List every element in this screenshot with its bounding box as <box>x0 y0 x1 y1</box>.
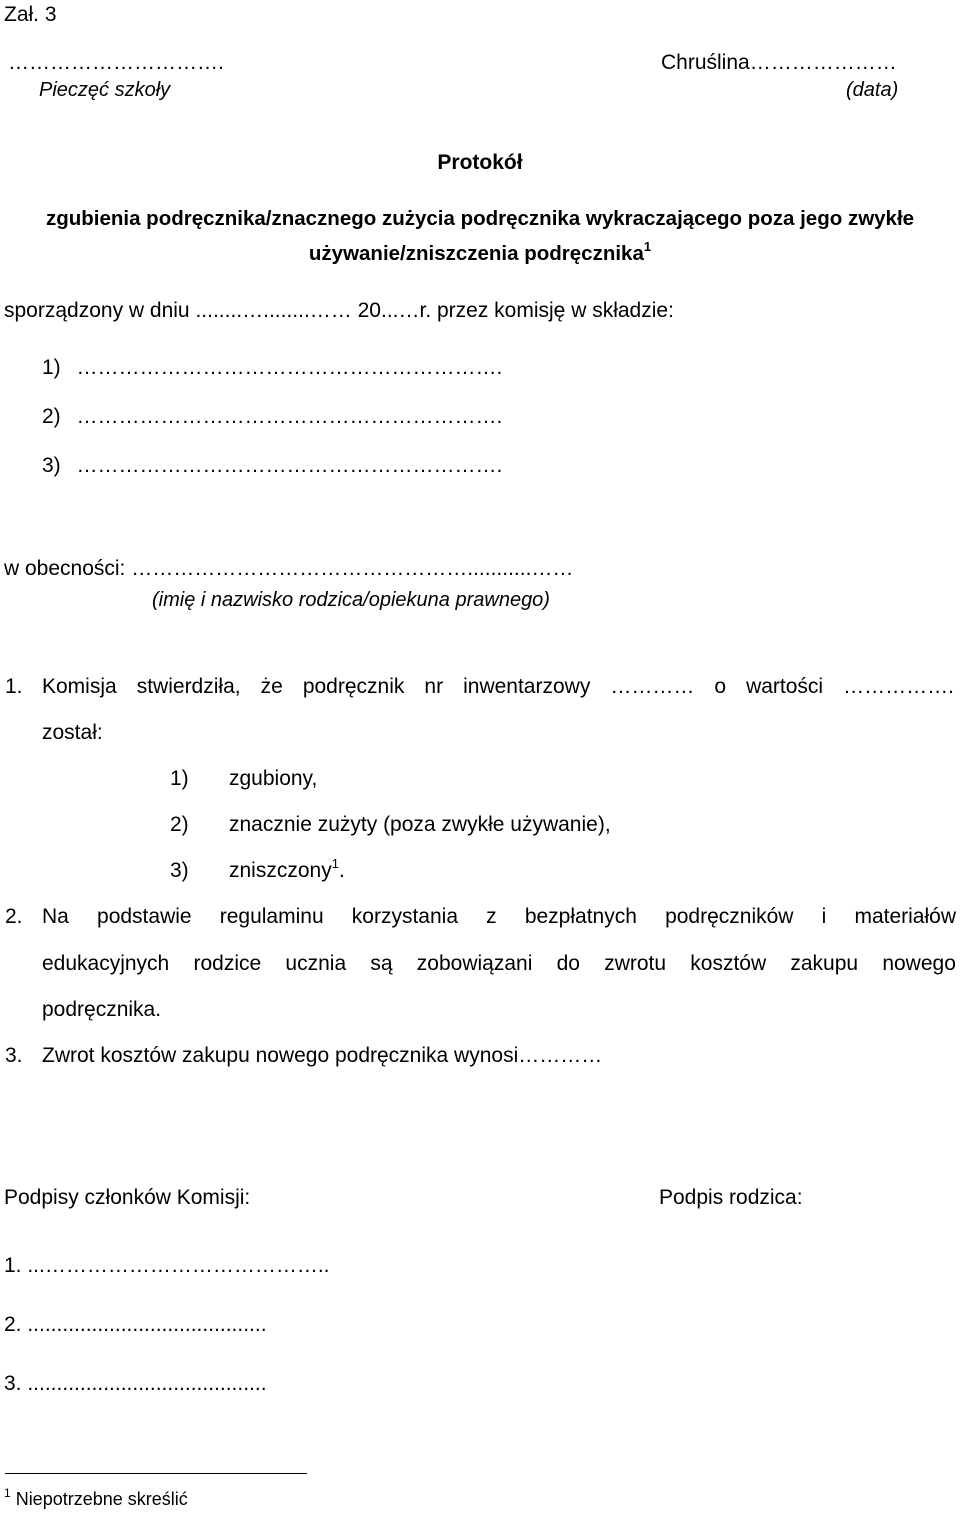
word: rodzice <box>193 952 262 975</box>
word: ucznia <box>285 952 347 975</box>
word: nr <box>424 675 444 698</box>
section2-line3: podręcznika. <box>42 998 162 1021</box>
fill-in-dots: ……………………………………………………. <box>76 454 503 477</box>
word: że <box>260 675 283 698</box>
word: korzystania <box>351 905 459 928</box>
intro-line: sporządzony w dniu ........…........…… 20...…r. przez komisję w składzie: <box>4 299 674 322</box>
option-2 <box>170 812 189 838</box>
footnote-mark: 1 <box>643 239 652 254</box>
section1-number: 1. <box>5 675 23 698</box>
school-stamp-dots: …………………………. <box>8 51 224 74</box>
word: zakupu <box>790 952 859 975</box>
option-1-text: zgubiony, <box>229 767 318 790</box>
section1-continuation: został: <box>42 721 103 744</box>
signature-line-2: 2. ......................................... <box>4 1313 267 1336</box>
option-text: zniszczony <box>229 859 332 882</box>
section1-line1 <box>42 674 954 700</box>
word: Na <box>42 905 69 928</box>
attachment-label: Zał. 3 <box>4 3 57 26</box>
list-number: 2) <box>170 813 189 836</box>
signature-line-3: 3. ......................................... <box>4 1372 267 1395</box>
option-3 <box>170 858 189 884</box>
committee-signatures-label: Podpisy członków Komisji: <box>4 1186 251 1209</box>
word: bezpłatnych <box>524 905 637 928</box>
word: zwrotu <box>604 952 667 975</box>
word: z <box>486 905 497 928</box>
presence-line <box>4 556 573 582</box>
word: do <box>556 952 580 975</box>
list-number: 3) <box>170 859 189 882</box>
footnote-separator <box>5 1473 307 1474</box>
section3-number: 3. <box>5 1044 23 1067</box>
document-subtitle-line2 <box>0 241 960 267</box>
list-number: 2) <box>42 405 61 428</box>
word: regulaminu <box>219 905 324 928</box>
parent-signature-label: Podpis rodzica: <box>659 1186 803 1209</box>
date-label: (data) <box>846 79 899 101</box>
committee-member-3 <box>42 453 502 479</box>
word: edukacyjnych <box>42 952 170 975</box>
fill-in-dots: ……………………………………………………. <box>76 405 503 428</box>
word: inwentarzowy <box>463 675 591 698</box>
period: . <box>338 859 345 882</box>
word: materiałów <box>854 905 956 928</box>
word: i <box>821 905 827 928</box>
committee-member-2 <box>42 404 502 430</box>
word: kosztów <box>690 952 767 975</box>
presence-caption: (imię i nazwisko rodzica/opiekuna prawnego) <box>152 589 550 611</box>
fill-in-dots: ……………. <box>843 675 954 698</box>
school-stamp-label: Pieczęć szkoły <box>39 79 171 101</box>
signature-line-1: 1. ...………………………………….. <box>4 1254 330 1277</box>
section2-number: 2. <box>5 905 23 928</box>
fill-in-dots: …………………………………………...........…… <box>131 557 574 580</box>
section2-line1 <box>42 904 956 930</box>
footnote-mark: 1 <box>4 1486 11 1500</box>
word: nowego <box>882 952 956 975</box>
list-number: 1) <box>42 356 61 379</box>
footnote-text: Niepotrzebne skreślić <box>10 1489 188 1509</box>
document-title: Protokół <box>437 151 523 174</box>
word: podręcznik <box>302 675 405 698</box>
section3-text: Zwrot kosztów zakupu nowego podręcznika wynosi………… <box>42 1044 603 1067</box>
word: zobowiązani <box>416 952 533 975</box>
place-date-field: Chruślina………………… <box>661 51 897 74</box>
word: są <box>370 952 393 975</box>
word: o <box>714 675 727 698</box>
section2-line2 <box>42 951 956 977</box>
footnote <box>4 1486 188 1512</box>
subtitle-text: używanie/zniszczenia podręcznika <box>308 242 644 265</box>
word: Komisja <box>42 675 117 698</box>
word: podręczników <box>665 905 794 928</box>
word: wartości <box>746 675 824 698</box>
list-number: 1) <box>170 767 189 790</box>
fill-in-dots: ……………………………………………………. <box>76 356 503 379</box>
footnote-mark: 1 <box>331 856 339 871</box>
option-2-text: znacznie zużyty (poza zwykłe używanie), <box>229 813 611 836</box>
word: stwierdziła, <box>136 675 241 698</box>
word: podstawie <box>97 905 192 928</box>
document-subtitle-line1: zgubienia podręcznika/znacznego zużycia podręcznika wykraczającego poza jego zwykłe <box>45 207 915 230</box>
fill-in-dots: ………… <box>610 675 695 698</box>
list-number: 3) <box>42 454 61 477</box>
option-1 <box>170 766 189 792</box>
option-3-text <box>229 858 345 884</box>
presence-label: w obecności: <box>4 557 132 580</box>
committee-member-1 <box>42 355 502 381</box>
